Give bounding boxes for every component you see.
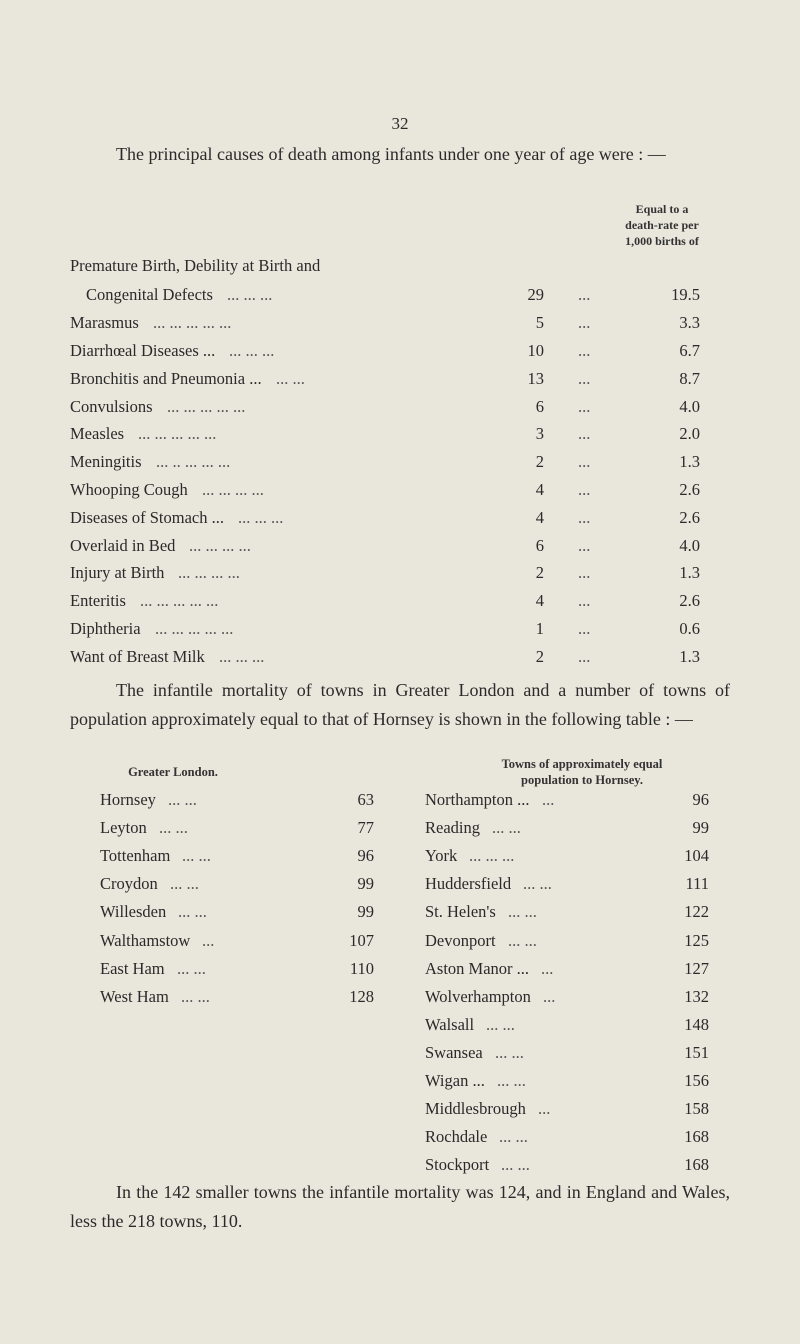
leader-dots: ... ... bbox=[495, 1042, 524, 1062]
town-row bbox=[425, 987, 715, 1009]
town-row bbox=[100, 846, 380, 868]
cause-label: Overlaid in Bed bbox=[70, 536, 176, 555]
towns-header-line: population to Hornsey. bbox=[521, 773, 643, 787]
town-row bbox=[425, 1099, 715, 1121]
town-row bbox=[425, 846, 715, 868]
leader-dots: ... bbox=[538, 1099, 551, 1119]
leader-dots: ... ... bbox=[276, 369, 305, 388]
leader-dots: ... .. ... ... ... bbox=[156, 452, 231, 471]
town-name: Willesden bbox=[100, 902, 167, 922]
leader-dots: ... ... bbox=[492, 818, 521, 838]
leader-dots: ... ... ... ... bbox=[189, 536, 251, 555]
leader-dots: ... bbox=[578, 313, 591, 332]
leader-dots: ... bbox=[578, 480, 591, 499]
leader-dots: ... ... bbox=[501, 1155, 530, 1175]
leader-dots: ... ... ... ... ... bbox=[140, 591, 219, 610]
death-count: 5 bbox=[535, 313, 544, 332]
town-row bbox=[425, 902, 715, 924]
cause-row bbox=[70, 480, 730, 502]
leader-dots: ... bbox=[578, 647, 591, 666]
mortality-value: 168 bbox=[684, 1127, 709, 1147]
leader-dots: ... ... bbox=[499, 1127, 528, 1147]
mortality-value: 99 bbox=[357, 874, 374, 894]
leader-dots: ... ... ... ... ... bbox=[167, 397, 246, 416]
death-rate: 3.3 bbox=[679, 313, 700, 332]
town-name: Walthamstow bbox=[100, 930, 191, 950]
town-name: Stockport bbox=[425, 1155, 490, 1175]
rate-column-header bbox=[582, 201, 742, 249]
leader-dots: ... bbox=[578, 536, 591, 555]
mortality-value: 77 bbox=[357, 818, 374, 838]
leader-dots: ... ... ... bbox=[227, 285, 273, 304]
death-rate: 1.3 bbox=[679, 452, 700, 471]
leader-dots: ... ... ... ... ... bbox=[138, 424, 217, 443]
leader-dots: ... ... bbox=[508, 930, 537, 950]
cause-row bbox=[70, 256, 730, 278]
cause-label: Bronchitis and Pneumonia ... bbox=[70, 369, 262, 388]
cause-label: Injury at Birth bbox=[70, 563, 165, 582]
town-name: East Ham bbox=[100, 958, 165, 978]
town-name: Croydon bbox=[100, 874, 158, 894]
town-name: Swansea bbox=[425, 1042, 483, 1062]
town-name: Wigan ... bbox=[425, 1071, 485, 1090]
mortality-value: 151 bbox=[684, 1042, 709, 1062]
leader-dots: ... ... bbox=[523, 874, 552, 894]
mortality-value: 96 bbox=[692, 790, 709, 809]
leader-dots: ... bbox=[578, 619, 591, 638]
leader-dots: ... ... bbox=[497, 1071, 526, 1090]
mortality-value: 168 bbox=[684, 1155, 709, 1175]
leader-dots: ... ... ... ... bbox=[202, 480, 264, 499]
death-count: 6 bbox=[535, 536, 544, 555]
leader-dots: ... bbox=[543, 986, 556, 1006]
death-count: 13 bbox=[527, 369, 544, 388]
closing-paragraph: In the 142 smaller towns the infantile mortality was 124, and in England and Wales, less the 218 towns, 110. bbox=[70, 1182, 730, 1231]
leader-dots: ... ... ... bbox=[219, 647, 265, 666]
intro-paragraph: The principal causes of death among infants under one year of age were : — bbox=[116, 144, 666, 164]
town-row bbox=[425, 818, 715, 840]
leader-dots: ... ... bbox=[177, 958, 206, 978]
leader-dots: ... ... bbox=[159, 818, 188, 838]
mortality-value: 63 bbox=[357, 790, 374, 809]
leader-dots: ... bbox=[578, 369, 591, 388]
cause-row bbox=[70, 647, 730, 669]
death-count: 4 bbox=[535, 480, 544, 499]
death-rate: 6.7 bbox=[679, 341, 700, 360]
town-row bbox=[100, 874, 380, 896]
cause-label: Marasmus bbox=[70, 313, 139, 332]
death-count: 10 bbox=[527, 341, 544, 360]
mortality-value: 96 bbox=[357, 846, 374, 866]
leader-dots: ... ... bbox=[486, 1014, 515, 1034]
cause-row bbox=[70, 536, 730, 558]
leader-dots: ... bbox=[578, 452, 591, 471]
cause-row bbox=[70, 313, 730, 335]
leader-dots: ... ... bbox=[170, 874, 199, 894]
cause-row bbox=[70, 397, 730, 419]
death-count: 4 bbox=[535, 508, 544, 527]
town-name: Huddersfield bbox=[425, 874, 512, 894]
town-name: Leyton bbox=[100, 818, 147, 838]
leader-dots: ... ... bbox=[181, 986, 210, 1006]
death-rate: 1.3 bbox=[679, 563, 700, 582]
cause-label: Diarrhœal Diseases ... bbox=[70, 341, 216, 360]
cause-label: Diseases of Stomach ... bbox=[70, 508, 224, 527]
town-name: York bbox=[425, 846, 458, 866]
town-name: Reading bbox=[425, 818, 480, 838]
death-rate: 2.6 bbox=[679, 508, 700, 527]
leader-dots: ... ... ... ... ... bbox=[155, 619, 234, 638]
town-name: Middlesbrough bbox=[425, 1099, 526, 1119]
death-rate: 19.5 bbox=[671, 285, 700, 304]
page-number: 32 bbox=[391, 114, 409, 133]
mortality-value: 148 bbox=[684, 1014, 709, 1034]
cause-row bbox=[70, 591, 730, 613]
town-row bbox=[425, 1043, 715, 1065]
death-count: 6 bbox=[535, 397, 544, 416]
cause-label: Diphtheria bbox=[70, 619, 141, 638]
town-row bbox=[425, 959, 715, 981]
towns-paragraph: The infantile mortality of towns in Greater London and a number of towns of population approximately equal to that of Hornsey is shown in the following table : — bbox=[70, 680, 730, 729]
mortality-value: 158 bbox=[684, 1099, 709, 1119]
cause-row bbox=[70, 369, 730, 391]
leader-dots: ... bbox=[578, 397, 591, 416]
town-row bbox=[425, 1071, 715, 1093]
death-rate: 4.0 bbox=[679, 536, 700, 555]
leader-dots: ... ... ... ... bbox=[178, 563, 240, 582]
leader-dots: ... ... ... bbox=[229, 341, 275, 360]
town-row bbox=[100, 987, 380, 1009]
town-row bbox=[100, 931, 380, 953]
mortality-value: 99 bbox=[357, 902, 374, 922]
leader-dots: ... bbox=[578, 285, 591, 304]
leader-dots: ... bbox=[578, 591, 591, 610]
cause-row bbox=[70, 619, 730, 641]
death-count: 2 bbox=[535, 452, 544, 471]
leader-dots: ... bbox=[578, 563, 591, 582]
leader-dots: ... bbox=[542, 790, 555, 809]
death-rate: 1.3 bbox=[679, 647, 700, 666]
town-row bbox=[100, 790, 380, 812]
town-name: Hornsey bbox=[100, 790, 156, 809]
town-row bbox=[425, 874, 715, 896]
town-row bbox=[100, 959, 380, 981]
death-rate: 4.0 bbox=[679, 397, 700, 416]
town-row bbox=[425, 1127, 715, 1149]
death-count: 4 bbox=[535, 591, 544, 610]
death-count: 2 bbox=[535, 563, 544, 582]
leader-dots: ... ... ... bbox=[238, 508, 284, 527]
town-name: Northampton ... bbox=[425, 790, 530, 809]
leader-dots: ... ... bbox=[168, 790, 197, 809]
mortality-value: 132 bbox=[684, 986, 709, 1006]
mortality-value: 107 bbox=[349, 930, 374, 950]
leader-dots: ... ... bbox=[508, 902, 537, 922]
cause-label: Measles bbox=[70, 424, 125, 443]
mortality-value: 111 bbox=[685, 874, 709, 894]
mortality-value: 127 bbox=[684, 958, 709, 978]
death-rate: 2.6 bbox=[679, 591, 700, 610]
cause-label: Premature Birth, Debility at Birth and bbox=[70, 256, 321, 275]
mortality-value: 125 bbox=[684, 930, 709, 950]
death-count: 2 bbox=[535, 647, 544, 666]
town-name: Walsall bbox=[425, 1014, 475, 1034]
death-rate: 0.6 bbox=[679, 619, 700, 638]
towns-header bbox=[452, 756, 712, 788]
leader-dots: ... bbox=[578, 424, 591, 443]
leader-dots: ... bbox=[541, 958, 554, 978]
death-rate: 2.0 bbox=[679, 424, 700, 443]
cause-label: Enteritis bbox=[70, 591, 126, 610]
mortality-value: 128 bbox=[349, 986, 374, 1006]
mortality-value: 99 bbox=[692, 818, 709, 838]
cause-row bbox=[70, 452, 730, 474]
rate-header-line: Equal to a bbox=[635, 202, 689, 216]
towns-header-line: Towns of approximately equal bbox=[501, 757, 663, 771]
town-name: Rochdale bbox=[425, 1127, 488, 1147]
death-count: 1 bbox=[535, 619, 544, 638]
greater-london-header: Greater London. bbox=[128, 765, 218, 779]
rate-header-line: death-rate per bbox=[625, 218, 699, 232]
town-name: St. Helen's bbox=[425, 902, 496, 922]
leader-dots: ... ... ... bbox=[469, 846, 515, 866]
death-rate: 2.6 bbox=[679, 480, 700, 499]
town-row bbox=[425, 1155, 715, 1177]
mortality-value: 104 bbox=[684, 846, 709, 866]
death-rate: 8.7 bbox=[679, 369, 700, 388]
leader-dots: ... bbox=[578, 341, 591, 360]
cause-row bbox=[70, 285, 730, 307]
cause-label: Want of Breast Milk bbox=[70, 647, 205, 666]
town-row bbox=[425, 931, 715, 953]
cause-label: Whooping Cough bbox=[70, 480, 188, 499]
town-name: Wolverhampton bbox=[425, 986, 531, 1006]
town-name: Aston Manor ... bbox=[425, 958, 530, 978]
cause-row bbox=[70, 508, 730, 530]
cause-row bbox=[70, 424, 730, 446]
mortality-value: 110 bbox=[349, 958, 374, 978]
death-count: 3 bbox=[535, 424, 544, 443]
leader-dots: ... ... bbox=[182, 846, 211, 866]
town-row bbox=[100, 818, 380, 840]
town-name: West Ham bbox=[100, 986, 169, 1006]
leader-dots: ... ... ... ... ... bbox=[153, 313, 232, 332]
death-count: 29 bbox=[527, 285, 544, 304]
mortality-value: 156 bbox=[684, 1071, 709, 1090]
town-row bbox=[425, 790, 715, 812]
town-name: Tottenham bbox=[100, 846, 171, 866]
cause-row bbox=[70, 341, 730, 363]
cause-label: Convulsions bbox=[70, 397, 153, 416]
town-row bbox=[100, 902, 380, 924]
leader-dots: ... bbox=[202, 930, 215, 950]
cause-label: Meningitis bbox=[70, 452, 142, 471]
cause-row bbox=[70, 563, 730, 585]
town-row bbox=[425, 1015, 715, 1037]
cause-label: Congenital Defects bbox=[86, 285, 213, 304]
town-name: Devonport bbox=[425, 930, 496, 950]
mortality-value: 122 bbox=[684, 902, 709, 922]
rate-header-line: 1,000 births of bbox=[625, 234, 699, 248]
leader-dots: ... bbox=[578, 508, 591, 527]
leader-dots: ... ... bbox=[178, 902, 207, 922]
